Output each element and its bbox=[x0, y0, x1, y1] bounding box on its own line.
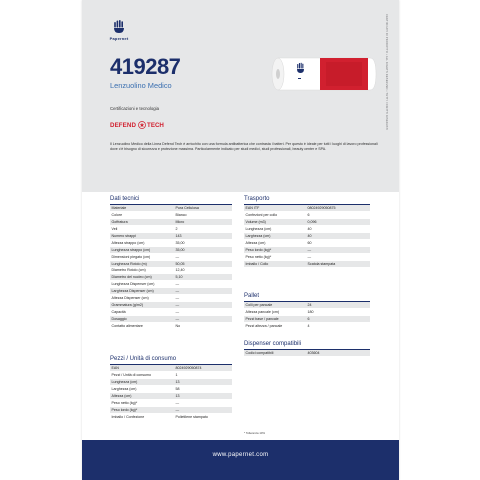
spec-value: 40 bbox=[306, 233, 370, 240]
table-row bbox=[110, 219, 232, 226]
spec-value: 403604 bbox=[306, 350, 370, 357]
spec-label: Goffratura bbox=[110, 219, 174, 226]
spec-label: Lunghezza (cm) bbox=[110, 379, 174, 386]
section-title-pezzi: Pezzi / Unità di consumo bbox=[110, 356, 177, 362]
defend-tech-logo-right: TECH bbox=[147, 121, 164, 129]
spec-value: 4 bbox=[306, 323, 370, 330]
table-row bbox=[110, 322, 232, 329]
spec-value: — bbox=[174, 301, 232, 308]
spec-label: Veli bbox=[110, 226, 174, 233]
side-legal-text: CERTIFICATI DI PRODOTTO • ALL RIGHTS RESERVED • TUTTI I DIRITTI RISERVATI bbox=[385, 14, 388, 131]
spec-label: Dosaggio bbox=[110, 315, 174, 322]
spec-value: 60 bbox=[306, 239, 370, 246]
product-description: Il Lenzuolino Medico della Linea Defend Tech è arricchito con una formula antibatterica che contrasta i batteri. Per questo è ideale per tutti i luoghi di lavoro professionali dove c'è bisogno di sicurezza e protezione massima. Particolarmente indicato per studi medici, studi professionali, beauty center e SPA. bbox=[110, 142, 378, 152]
table-trasporto bbox=[244, 205, 370, 268]
spec-label: Materiale bbox=[110, 205, 174, 212]
papernet-logo bbox=[104, 19, 134, 41]
spec-value: 6 bbox=[306, 212, 370, 219]
spec-value: Scatola stampata bbox=[306, 260, 370, 267]
spec-value: 13 bbox=[174, 393, 232, 400]
spec-label: Diametro del nucleo (cm) bbox=[110, 274, 174, 281]
spec-value: 24 bbox=[306, 302, 370, 309]
spec-value: 40 bbox=[306, 226, 370, 233]
brand-name: Papernet bbox=[109, 36, 129, 41]
spec-label: Altezza strappo (cm) bbox=[110, 239, 174, 246]
spec-value: 08024929050875 bbox=[306, 205, 370, 212]
table-row bbox=[244, 212, 370, 219]
product-code: 419287 bbox=[110, 54, 181, 79]
table-row bbox=[244, 233, 370, 240]
table-row bbox=[110, 281, 232, 288]
spec-value: 12,40 bbox=[174, 267, 232, 274]
spec-value: 8024929050874 bbox=[174, 365, 232, 372]
spec-label: Peso lordo (kg)* bbox=[110, 406, 174, 413]
spec-value: 35,00 bbox=[174, 246, 232, 253]
product-datasheet bbox=[82, 0, 399, 480]
spec-value: 180 bbox=[306, 309, 370, 316]
table-row bbox=[110, 239, 232, 246]
table-row bbox=[110, 301, 232, 308]
spec-label: Codici compatibili bbox=[244, 350, 306, 357]
spec-value: Polietilene stampato bbox=[174, 413, 232, 420]
spec-label: Peso lordo (kg)* bbox=[244, 246, 306, 253]
table-row bbox=[110, 212, 232, 219]
spec-label: Altezza Dispenser (cm) bbox=[110, 295, 174, 302]
table-row bbox=[110, 288, 232, 295]
spec-label: EAN ITF bbox=[244, 205, 306, 212]
table-row bbox=[244, 239, 370, 246]
spec-label: Pezzi altezza / pancale bbox=[244, 323, 306, 330]
spec-label: Confezioni per collo bbox=[244, 212, 306, 219]
spec-value: — bbox=[174, 399, 232, 406]
table-row bbox=[110, 260, 232, 267]
section-title-pallet: Pallet bbox=[244, 293, 260, 299]
spec-value: — bbox=[306, 253, 370, 260]
table-row bbox=[110, 233, 232, 240]
spec-value: Micro bbox=[174, 219, 232, 226]
shield-star-icon bbox=[138, 121, 146, 129]
table-row bbox=[244, 253, 370, 260]
spec-label: Dimensioni piegato (cm) bbox=[110, 253, 174, 260]
spec-value: Pura Cellulosa bbox=[174, 205, 232, 212]
defend-tech-logo bbox=[110, 120, 164, 130]
spec-label: Imballo / Collo bbox=[244, 260, 306, 267]
spec-label: Lunghezza Rotolo (m) bbox=[110, 260, 174, 267]
spec-value: — bbox=[174, 253, 232, 260]
spec-value: 143 bbox=[174, 233, 232, 240]
spec-value: — bbox=[174, 288, 232, 295]
spec-value: — bbox=[174, 281, 232, 288]
table-row bbox=[110, 386, 232, 393]
table-row bbox=[110, 413, 232, 420]
spec-label: Lunghezza Dispenser (cm) bbox=[110, 281, 174, 288]
spec-value: — bbox=[174, 315, 232, 322]
table-row bbox=[110, 315, 232, 322]
table-dati-tecnici bbox=[110, 205, 232, 330]
spec-label: Larghezza (cm) bbox=[110, 386, 174, 393]
table-row bbox=[110, 253, 232, 260]
table-row bbox=[110, 308, 232, 315]
spec-label: Larghezza (cm) bbox=[244, 233, 306, 240]
spec-label: Peso netto (kg)* bbox=[110, 399, 174, 406]
table-row bbox=[244, 302, 370, 309]
spec-label: Colli per pancale bbox=[244, 302, 306, 309]
spec-label: Peso netto (kg)* bbox=[244, 253, 306, 260]
table-row bbox=[110, 267, 232, 274]
table-row bbox=[110, 226, 232, 233]
table-row bbox=[110, 372, 232, 379]
spec-value: — bbox=[174, 308, 232, 315]
spec-value: 6 bbox=[306, 316, 370, 323]
table-pezzi bbox=[110, 365, 232, 421]
product-roll-image bbox=[270, 52, 380, 94]
table-dispenser bbox=[244, 350, 370, 357]
product-name: Lenzuolino Medico bbox=[110, 81, 172, 90]
spec-label: Diametro Rotolo (cm) bbox=[110, 267, 174, 274]
table-row bbox=[110, 274, 232, 281]
spec-value: 13 bbox=[174, 379, 232, 386]
spec-label: Imballo / Confezione bbox=[110, 413, 174, 420]
spec-value: — bbox=[306, 246, 370, 253]
table-row bbox=[110, 393, 232, 400]
spec-label: EAN bbox=[110, 365, 174, 372]
table-row bbox=[110, 365, 232, 372]
section-title-dati-tecnici: Dati tecnici bbox=[110, 196, 140, 202]
table-row bbox=[244, 323, 370, 330]
table-pallet bbox=[244, 302, 370, 330]
table-row bbox=[244, 246, 370, 253]
spec-value: 2 bbox=[174, 226, 232, 233]
defend-tech-logo-left: DEFEND bbox=[110, 121, 137, 129]
spec-label: Pezzi / Unità di consumo bbox=[110, 372, 174, 379]
table-row bbox=[244, 316, 370, 323]
table-row bbox=[244, 309, 370, 316]
spec-label: Altezza (cm) bbox=[244, 239, 306, 246]
spec-value: 5,10 bbox=[174, 274, 232, 281]
table-row bbox=[110, 246, 232, 253]
spec-value: No bbox=[174, 322, 232, 329]
spec-value: 58 bbox=[174, 386, 232, 393]
footer-band bbox=[82, 440, 399, 480]
section-title-trasporto: Trasporto bbox=[244, 196, 270, 202]
spec-value: — bbox=[174, 406, 232, 413]
spec-value: — bbox=[174, 295, 232, 302]
spec-label: Contatto alimentare bbox=[110, 322, 174, 329]
spec-label: Lunghezza strappo (cm) bbox=[110, 246, 174, 253]
table-row bbox=[110, 399, 232, 406]
spec-value: 50,05 bbox=[174, 260, 232, 267]
section-title-dispenser: Dispenser compatibili bbox=[244, 341, 302, 347]
spec-label: Volume (m3) bbox=[244, 219, 306, 226]
table-row bbox=[110, 379, 232, 386]
spec-value: 0,096 bbox=[306, 219, 370, 226]
spec-label: Lunghezza (cm) bbox=[244, 226, 306, 233]
spec-label: Grammatura (g/m2) bbox=[110, 301, 174, 308]
table-row bbox=[244, 260, 370, 267]
spec-label: Altezza (cm) bbox=[110, 393, 174, 400]
spec-label: Pezzi base / pancale bbox=[244, 316, 306, 323]
spec-label: Altezza pancale (cm) bbox=[244, 309, 306, 316]
table-row bbox=[110, 295, 232, 302]
spec-label: Capacità bbox=[110, 308, 174, 315]
header-band bbox=[82, 0, 399, 192]
table-row bbox=[244, 350, 370, 357]
footnote: * Tolleranza 10% bbox=[244, 431, 265, 435]
spec-value: Bianco bbox=[174, 212, 232, 219]
spec-value: 1 bbox=[174, 372, 232, 379]
table-row bbox=[110, 406, 232, 413]
spec-label: Numero strappi bbox=[110, 233, 174, 240]
table-row bbox=[244, 205, 370, 212]
spec-value: 35,00 bbox=[174, 239, 232, 246]
table-row bbox=[244, 219, 370, 226]
spec-label: Colore bbox=[110, 212, 174, 219]
table-row bbox=[244, 226, 370, 233]
papernet-hand-icon bbox=[111, 19, 127, 35]
table-row bbox=[110, 205, 232, 212]
footer-website-link[interactable]: www.papernet.com bbox=[212, 452, 269, 458]
spec-label: Larghezza Dispenser (cm) bbox=[110, 288, 174, 295]
certifications-title: Certificazioni e tecnologia bbox=[110, 106, 159, 111]
